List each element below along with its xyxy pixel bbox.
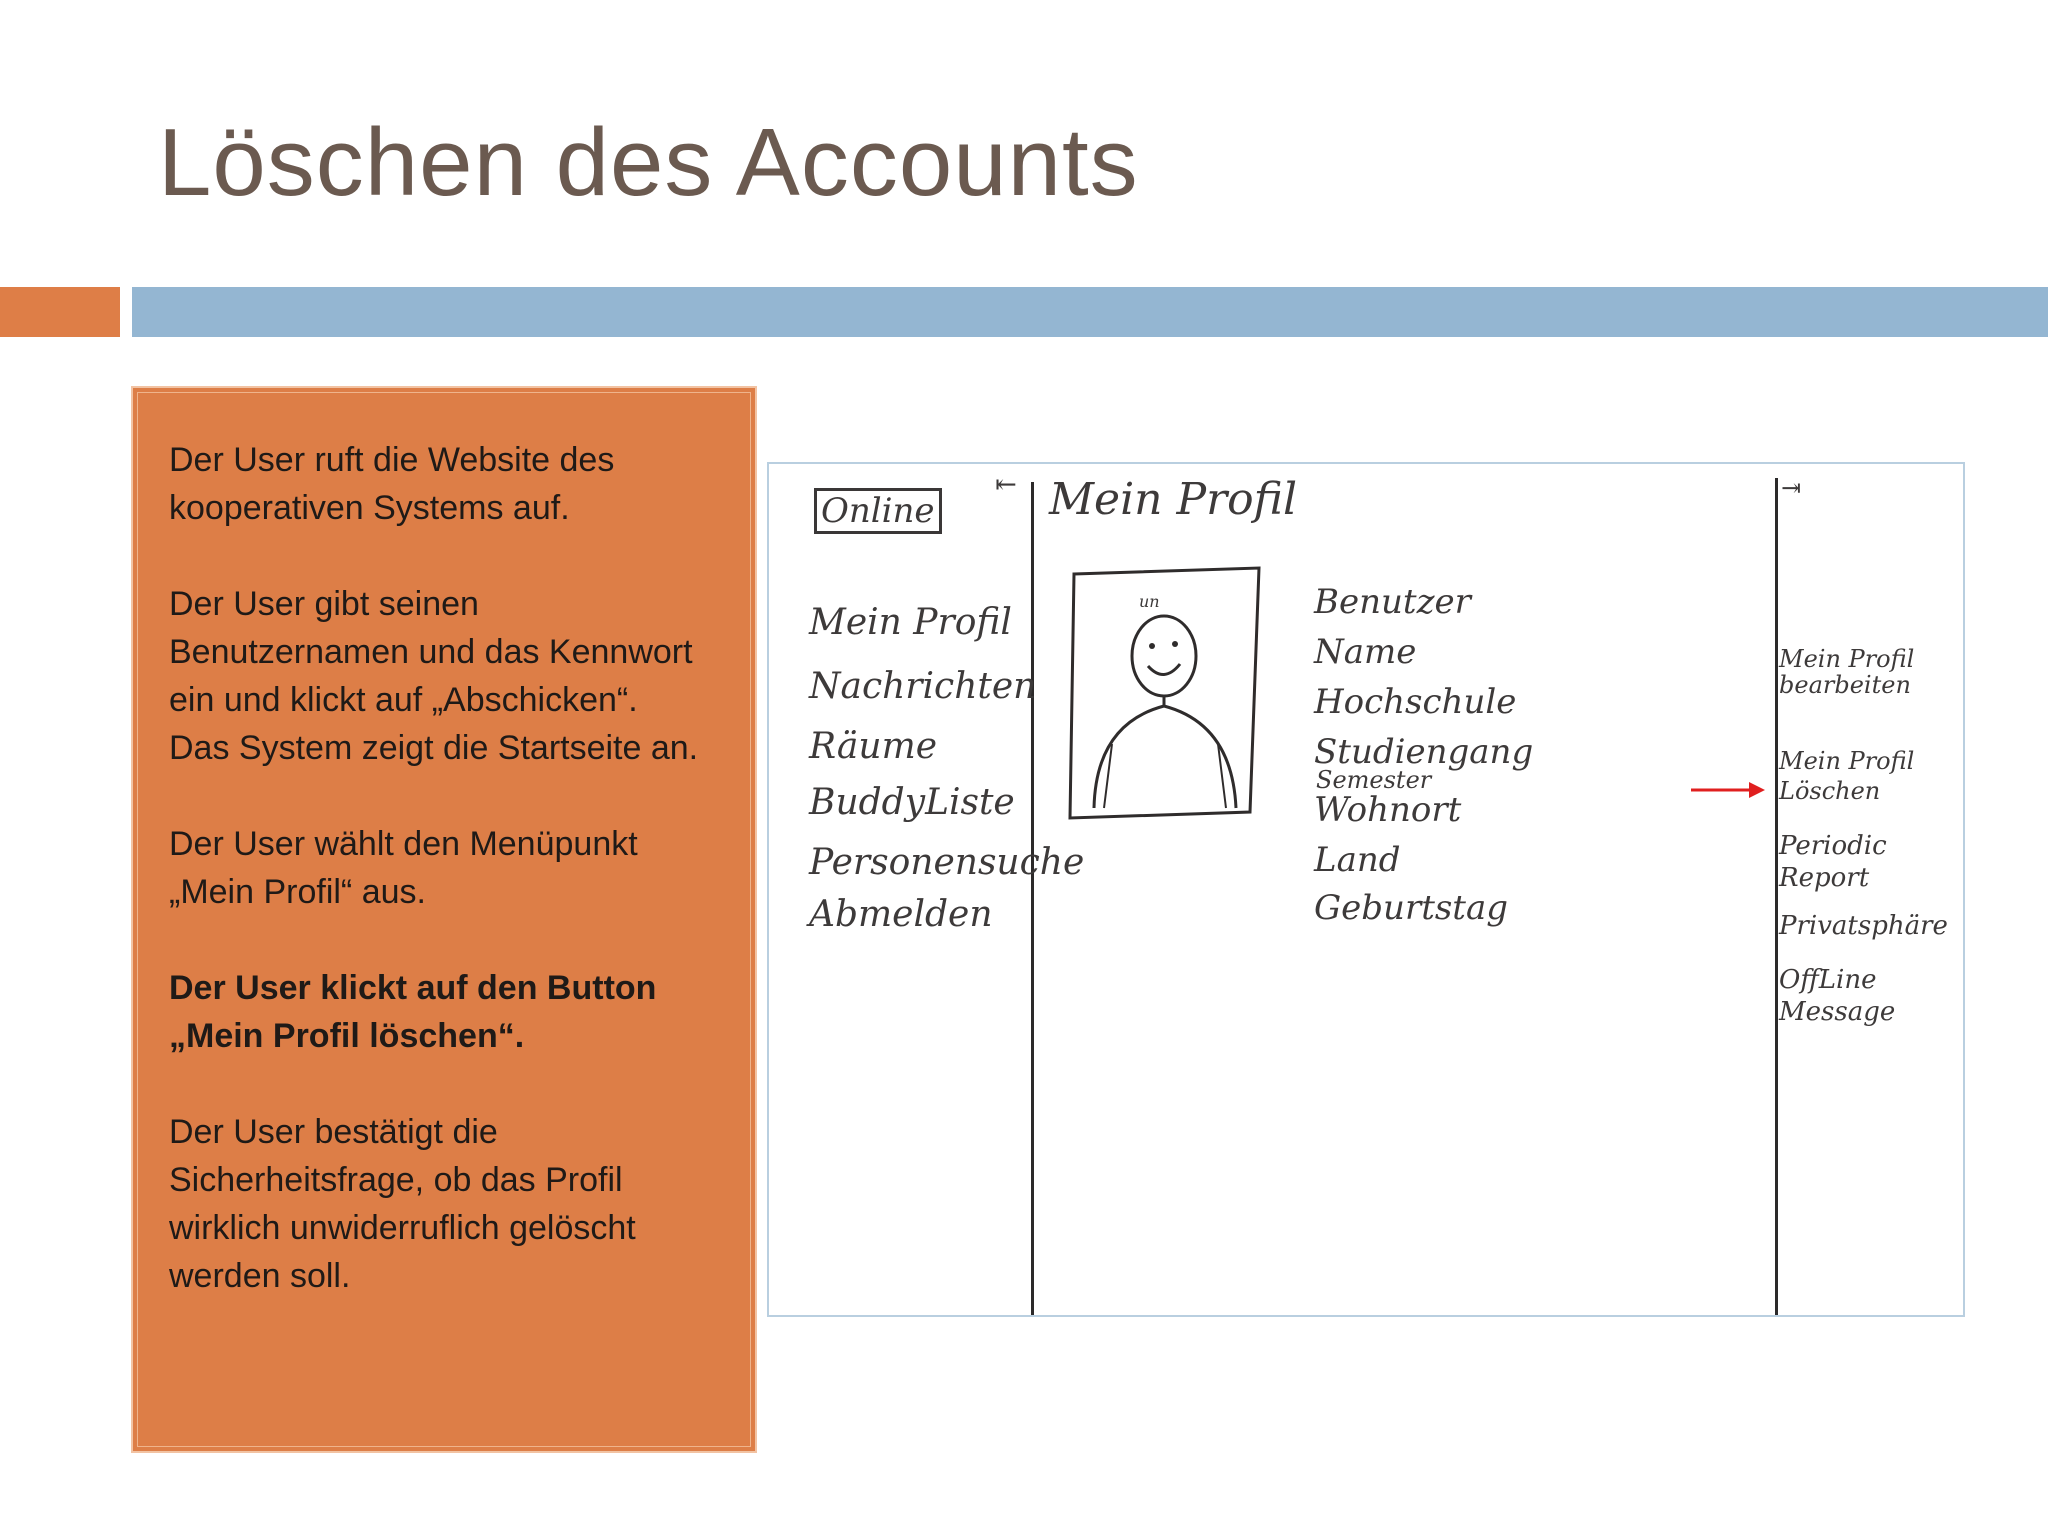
step-5-line-4: werden soll. — [169, 1257, 351, 1295]
step-5-line-1: Der User bestätigt die — [169, 1113, 498, 1151]
action-mein-profil-loeschen — [1779, 746, 1914, 806]
field-hochschule: Hochschule — [1314, 682, 1517, 722]
action-3-line-1: Periodic — [1779, 831, 1887, 861]
nav-item-buddyliste: BuddyListe — [809, 782, 1015, 823]
action-5-line-1: OffLine — [1779, 965, 1877, 995]
field-land: Land — [1314, 840, 1401, 880]
right-divider — [1775, 478, 1778, 1317]
accent-bar-blue — [132, 287, 2048, 337]
action-mein-profil-bearbeiten — [1779, 646, 1914, 698]
avatar-sketch-icon — [1064, 564, 1264, 824]
step-5-line-3: wirklich unwiderruflich gelöscht — [169, 1209, 636, 1247]
left-divider — [1031, 482, 1034, 1317]
avatar-hair-mark: un — [1139, 592, 1160, 611]
red-arrow-icon — [1689, 778, 1769, 802]
step-1-line-2: kooperativen Systems auf. — [169, 489, 570, 527]
description-box — [131, 386, 757, 1453]
nav-item-personensuche: Personensuche — [809, 842, 1085, 883]
step-4-highlighted — [169, 964, 739, 1060]
step-3 — [169, 820, 739, 916]
action-periodic-report — [1779, 830, 1887, 894]
step-4-line-1: Der User klickt auf den Button — [169, 969, 657, 1007]
collapse-left-icon: ⇤ — [995, 470, 1017, 500]
field-wohnort: Wohnort — [1314, 790, 1462, 830]
action-2-line-1: Mein Profil — [1779, 747, 1915, 775]
nav-item-nachrichten: Nachrichten — [809, 666, 1037, 707]
action-1-line-2: bearbeiten — [1779, 671, 1911, 699]
step-1 — [169, 436, 739, 532]
step-5 — [169, 1108, 739, 1300]
online-status-label: Online — [814, 488, 942, 534]
action-4-line-1: Privatsphäre — [1779, 911, 1948, 941]
action-privatsphaere — [1779, 910, 1948, 942]
nav-item-mein-profil: Mein Profil — [809, 602, 1012, 643]
collapse-right-icon: ⇥ — [1781, 474, 1802, 502]
action-1-line-1: Mein Profil — [1779, 645, 1915, 673]
action-3-line-2: Report — [1779, 863, 1870, 893]
step-3-line-1: Der User wählt den Menüpunkt — [169, 825, 638, 863]
slide-title: Löschen des Accounts — [158, 109, 1139, 216]
nav-item-abmelden: Abmelden — [809, 894, 993, 935]
field-benutzer: Benutzer — [1314, 582, 1471, 622]
step-2 — [169, 580, 739, 772]
step-2-line-4: Das System zeigt die Startseite an. — [169, 729, 699, 767]
field-studiengang: Studiengang — [1314, 732, 1534, 772]
action-2-line-2: Löschen — [1779, 777, 1881, 805]
step-1-line-1: Der User ruft die Website des — [169, 441, 615, 479]
field-name: Name — [1314, 632, 1417, 672]
action-5-line-2: Message — [1779, 997, 1896, 1027]
action-offline-message — [1779, 964, 1895, 1028]
accent-bar-orange — [0, 287, 120, 337]
step-5-line-2: Sicherheitsfrage, ob das Profil — [169, 1161, 623, 1199]
step-4-line-2: „Mein Profil löschen“. — [169, 1017, 525, 1055]
profile-heading: Mein Profil — [1049, 474, 1298, 525]
step-2-line-1: Der User gibt seinen — [169, 585, 479, 623]
field-geburtstag: Geburtstag — [1314, 888, 1509, 928]
nav-item-raeume: Räume — [809, 726, 938, 767]
step-2-line-2: Benutzernamen und das Kennwort — [169, 633, 693, 671]
profile-wireframe-sketch — [767, 462, 1965, 1317]
step-2-line-3: ein und klickt auf „Abschicken“. — [169, 681, 638, 719]
field-semester: Semester — [1316, 766, 1432, 794]
step-3-line-2: „Mein Profil“ aus. — [169, 873, 426, 911]
